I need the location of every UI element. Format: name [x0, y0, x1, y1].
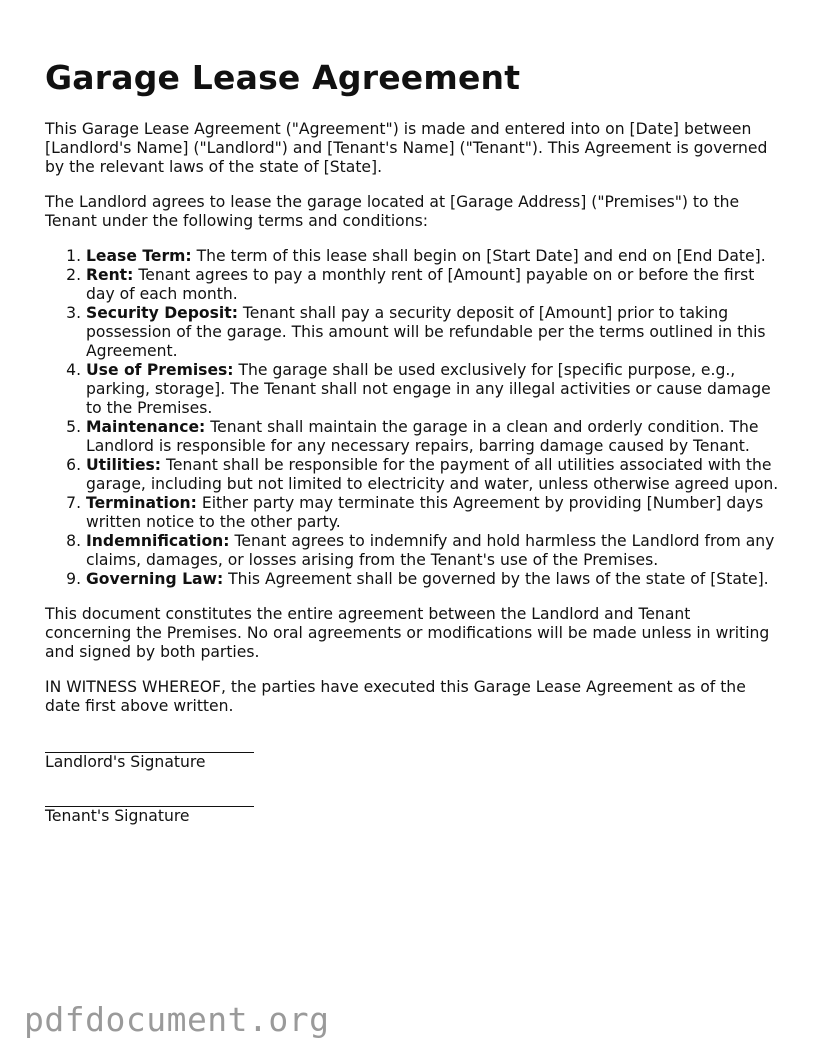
premises-paragraph: The Landlord agrees to lease the garage located at [Garage Address] ("Premises") to the Tenant under the following terms and conditions: — [45, 193, 740, 230]
landlord-signature-label: Landlord's Signature — [45, 753, 206, 771]
document-title: Garage Lease Agreement — [45, 58, 521, 97]
tenant-signature-block — [45, 788, 780, 826]
watermark: pdfdocument.org — [24, 1000, 330, 1039]
term-item — [86, 266, 780, 304]
intro-paragraph: This Garage Lease Agreement ("Agreement") is made and entered into on [Date] between [Landlord's Name] ("Landlord") and [Tenant's Name] ("Tenant"). This Agreement is governed by the relevant laws of the state of [State]. — [45, 120, 768, 176]
term-item — [86, 361, 780, 418]
term-item — [86, 247, 780, 266]
tenant-signature-label: Tenant's Signature — [45, 807, 190, 825]
terms-list — [45, 247, 780, 589]
witness-paragraph: IN WITNESS WHEREOF, the parties have executed this Garage Lease Agreement as of the date first above written. — [45, 678, 746, 715]
term-text: Tenant agrees to pay a monthly rent of [Amount] payable on or before the first day of each month. — [86, 266, 755, 303]
landlord-signature-block — [45, 734, 780, 772]
document-page — [45, 58, 780, 842]
term-heading: Use of Premises: — [86, 361, 234, 379]
term-text: The garage shall be used exclusively for [specific purpose, e.g., parking, storage]. The Tenant shall not engage in any illegal activities or cause damage to the Premises. — [86, 361, 771, 417]
landlord-signature-line[interactable] — [45, 734, 254, 753]
term-heading: Lease Term: — [86, 247, 192, 265]
term-text: Tenant shall be responsible for the payment of all utilities associated with the garage, including but not limited to electricity and water, unless otherwise agreed upon. — [86, 456, 779, 493]
term-text: Tenant shall maintain the garage in a clean and orderly condition. The Landlord is responsible for any necessary repairs, barring damage caused by Tenant. — [86, 418, 759, 455]
term-text: This Agreement shall be governed by the laws of the state of [State]. — [223, 570, 769, 588]
term-item — [86, 304, 780, 361]
term-heading: Termination: — [86, 494, 197, 512]
term-text: The term of this lease shall begin on [Start Date] and end on [End Date]. — [191, 247, 766, 265]
term-heading: Indemnification: — [86, 532, 230, 550]
term-text: Tenant shall pay a security deposit of [Amount] prior to taking possession of the garage. This amount will be refundable per the terms outlined in this Agreement. — [86, 304, 766, 360]
entire-agreement-paragraph: This document constitutes the entire agreement between the Landlord and Tenant concerning the Premises. No oral agreements or modifications will be made unless in writing and signed by both parties. — [45, 605, 770, 661]
term-text: Tenant agrees to indemnify and hold harmless the Landlord from any claims, damages, or losses arising from the Tenant's use of the Premises. — [86, 532, 775, 569]
term-heading: Governing Law: — [86, 570, 224, 588]
term-heading: Rent: — [86, 266, 134, 284]
term-item — [86, 494, 780, 532]
term-text: Either party may terminate this Agreement by providing [Number] days written notice to the other party. — [86, 494, 764, 531]
tenant-signature-line[interactable] — [45, 788, 254, 807]
term-item — [86, 456, 780, 494]
term-heading: Maintenance: — [86, 418, 206, 436]
term-item — [86, 418, 780, 456]
term-item — [86, 570, 780, 589]
term-heading: Utilities: — [86, 456, 162, 474]
term-heading: Security Deposit: — [86, 304, 238, 322]
term-item — [86, 532, 780, 570]
